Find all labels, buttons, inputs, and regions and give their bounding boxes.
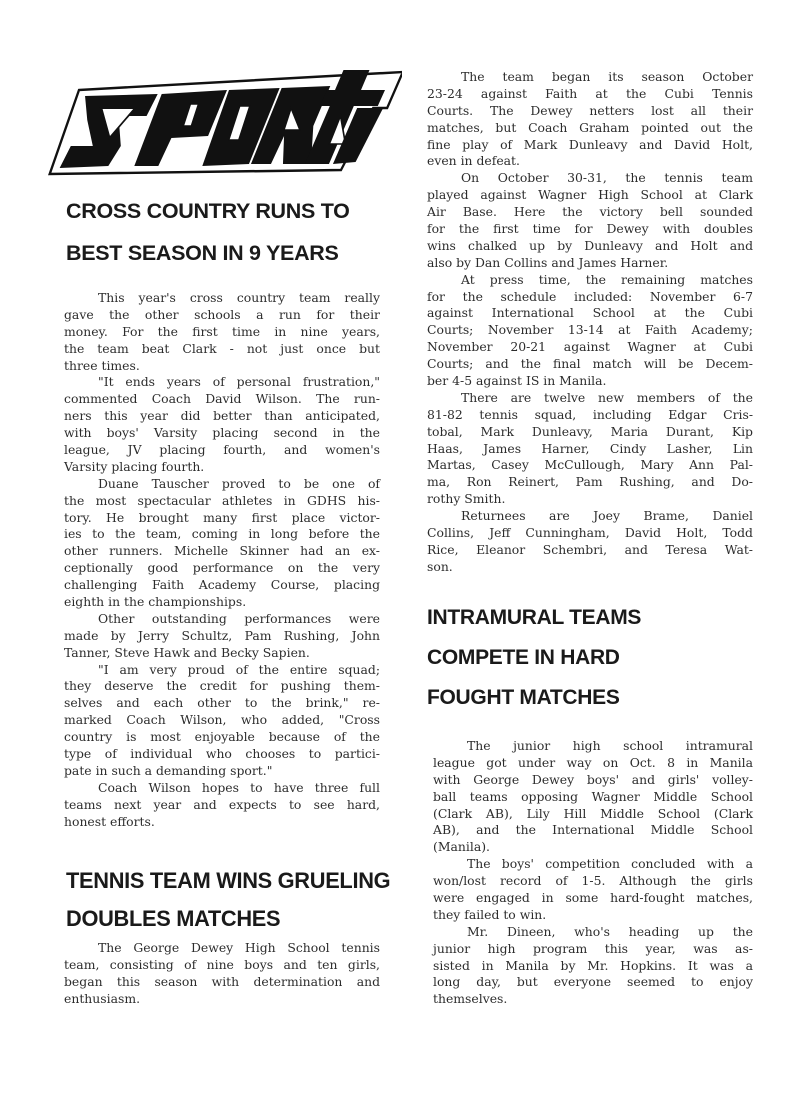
headline-cross-country (66, 190, 380, 274)
text-line: commented Coach David Wilson. The run- (64, 391, 380, 407)
text-line: tobal, Mark Dunleavy, Maria Durant, Kip (427, 423, 753, 439)
text-line: made by Jerry Schultz, Pam Rushing, John (64, 627, 380, 643)
text-line: ma, Ron Reinert, Pam Rushing, and Do- (427, 474, 753, 490)
text-line: November 20-21 against Wagner at Cubi (427, 339, 753, 355)
text-line: 81-82 tennis squad, including Edgar Cris- (427, 406, 753, 422)
text-line: (Clark AB), Lily Hill Middle School (Clark (433, 805, 753, 821)
text-line: began this season with determination and (64, 973, 380, 989)
headline-line: DOUBLES MATCHES (66, 906, 281, 931)
text-line: teams next year and expects to see hard, (64, 796, 380, 812)
paragraph (64, 611, 380, 662)
text-line: The boys' competition concluded with a (467, 856, 753, 872)
text-line: honest efforts. (64, 813, 155, 829)
text-line: Collins, Jeff Cunningham, David Holt, Todd (427, 525, 753, 541)
text-line: "I am very proud of the entire squad; (98, 661, 380, 677)
text-line: country is most enjoyable because of the (64, 729, 380, 745)
text-line: eighth in the championships. (64, 594, 247, 610)
paragraph (433, 856, 753, 924)
paragraph (64, 290, 380, 374)
text-line: This year's cross country team really (98, 290, 380, 305)
text-line: There are twelve new members of the (461, 389, 753, 405)
sports-logo (42, 50, 402, 178)
paragraph (427, 390, 753, 508)
text-line: ceptionally good performance on the very (64, 560, 380, 576)
text-line: tory. He brought many first place victor- (64, 509, 380, 525)
paragraph (64, 374, 380, 475)
text-line: themselves. (433, 991, 508, 1007)
text-line: matches, but Coach Graham pointed out the (427, 119, 753, 135)
text-line: "It ends years of personal frustration," (98, 374, 380, 390)
article-tennis-continued (427, 69, 753, 576)
text-line: ners this year did better than anticipated, (64, 408, 380, 424)
text-line: Haas, James Harner, Cindy Lasher, Lin (427, 440, 753, 456)
paragraph (64, 662, 380, 780)
text-line: long day, but everyone seemed to enjoy (433, 974, 753, 990)
text-line: with George Dewey boys' and girls' volley- (433, 771, 753, 787)
text-line: The George Dewey High School tennis (98, 940, 380, 955)
text-line: Coach Wilson hopes to have three full (98, 779, 380, 795)
text-line: Tanner, Steve Hawk and Becky Sapien. (64, 644, 310, 660)
text-line: type of individual who chooses to partici- (64, 746, 380, 762)
text-line: played against Wagner High School at Clark (427, 187, 753, 203)
text-line: Courts. The Dewey netters lost all their (427, 102, 753, 118)
text-line: sisted in Manila by Mr. Hopkins. It was a (433, 957, 753, 973)
text-line: son. (427, 558, 453, 574)
paragraph (427, 170, 753, 271)
headline-line: CROSS COUNTRY RUNS TO (66, 199, 350, 223)
text-line: three times. (64, 357, 140, 373)
paragraph (427, 272, 753, 390)
article-body-cross-country (64, 290, 380, 831)
paragraph (64, 940, 380, 1008)
text-line: for the schedule included: November 6-7 (427, 288, 753, 304)
text-line: marked Coach Wilson, who added, "Cross (64, 712, 380, 728)
headline-line: FOUGHT MATCHES (427, 686, 620, 709)
text-line: money. For the first time in nine years, (64, 323, 380, 339)
paragraph (427, 69, 753, 170)
text-line: against International School at the Cubi (427, 305, 753, 321)
paragraph (427, 508, 753, 576)
text-line: the most spectacular athletes in GDHS his- (64, 492, 380, 508)
text-line: enthusiasm. (64, 990, 141, 1006)
text-line: AB), and the International Middle School (433, 822, 753, 838)
text-line: other runners. Michelle Skinner had an ex- (64, 543, 380, 559)
text-line: Duane Tauscher proved to be one of (98, 475, 380, 491)
paragraph (64, 476, 380, 611)
paragraph (433, 738, 753, 856)
text-line: they deserve the credit for pushing them- (64, 678, 380, 694)
headline-line: COMPETE IN HARD (427, 646, 620, 669)
text-line: wins chalked up by Dunleavy and Holt and (427, 237, 753, 253)
text-line: Martas, Casey McCullough, Mary Ann Pal- (427, 457, 753, 473)
headline-tennis (66, 862, 391, 938)
headline-line: INTRAMURAL TEAMS (427, 606, 642, 629)
text-line: league, JV placing fourth, and women's (64, 442, 380, 458)
text-line: rothy Smith. (427, 491, 506, 507)
text-line: (Manila). (433, 839, 490, 855)
sports-logo-graphic (50, 70, 402, 174)
article-body-intramural (433, 738, 753, 1008)
headline-line: BEST SEASON IN 9 YEARS (66, 241, 339, 265)
text-line: ies to the team, coming in long before the (64, 526, 380, 542)
text-line: with boys' Varsity placing second in the (64, 425, 380, 441)
paragraph (64, 780, 380, 831)
text-line: team, consisting of nine boys and ten girls, (64, 956, 380, 972)
text-line: even in defeat. (427, 153, 520, 169)
headline-line: TENNIS TEAM WINS GRUELING (66, 868, 391, 893)
text-line: At press time, the remaining matches (461, 271, 753, 287)
text-line: were engaged in some hard-fought matches, (433, 890, 753, 906)
text-line: also by Dan Collins and James Harner. (427, 254, 669, 270)
text-line: pate in such a demanding sport." (64, 762, 273, 778)
text-line: Courts; November 13-14 at Faith Academy; (427, 322, 753, 338)
text-line: ball teams opposing Wagner Middle School (433, 788, 753, 804)
text-line: Air Base. Here the victory bell sounded (427, 204, 753, 220)
text-line: Varsity placing fourth. (64, 458, 205, 474)
text-line: junior high program this year, was as- (433, 940, 753, 956)
text-line: they failed to win. (433, 906, 547, 922)
article-body-tennis-part2 (427, 69, 753, 576)
text-line: challenging Faith Academy Course, placing (64, 577, 380, 593)
text-line: The junior high school intramural (467, 738, 753, 753)
article-intramural (427, 598, 753, 1008)
text-line: Returnees are Joey Brame, Daniel (461, 508, 753, 524)
text-line: Courts; and the final match will be Decem- (427, 356, 753, 372)
text-line: gave the other schools a run for their (64, 306, 380, 322)
text-line: selves and each other to the brink," re- (64, 695, 380, 711)
text-line: ber 4-5 against IS in Manila. (427, 373, 607, 389)
text-line: league got under way on Oct. 8 in Manila (433, 754, 753, 770)
text-line: fine play of Mark Dunleavy and David Holt, (427, 136, 753, 152)
paragraph (433, 924, 753, 1008)
article-tennis (64, 862, 391, 1008)
text-line: 23-24 against Faith at the Cubi Tennis (427, 85, 753, 101)
text-line: Other outstanding performances were (98, 610, 380, 626)
text-line: for the first time for Dewey with doubles (427, 221, 753, 237)
text-line: won/lost record of 1-5. Although the girls (433, 873, 753, 889)
text-line: the team beat Clark - not just once but (64, 340, 380, 356)
text-line: Mr. Dineen, who's heading up the (467, 923, 753, 939)
text-line: The team began its season October (461, 69, 753, 84)
text-line: On October 30-31, the tennis team (461, 170, 753, 186)
article-cross-country (66, 190, 380, 831)
article-body-tennis-part1 (64, 940, 380, 1008)
headline-intramural (427, 598, 753, 718)
text-line: Rice, Eleanor Schembri, and Teresa Wat- (427, 541, 753, 557)
